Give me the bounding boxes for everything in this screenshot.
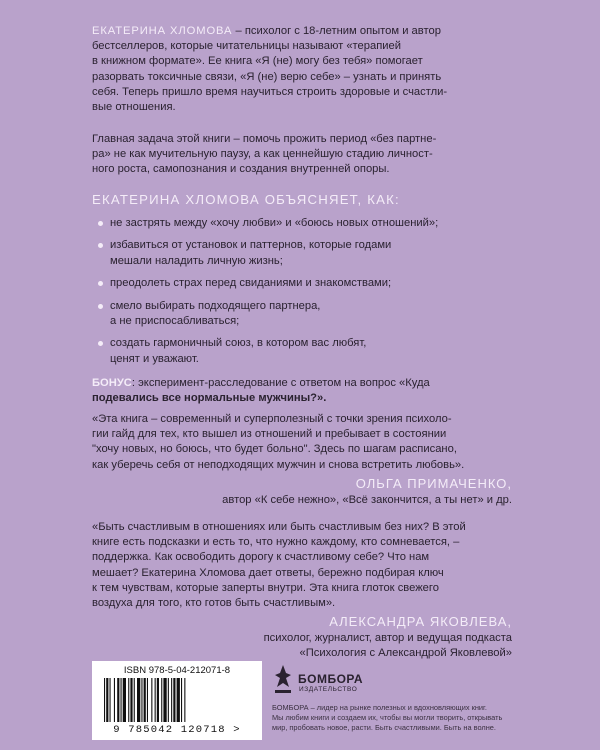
bullet-line: мешали наладить личную жизнь; — [110, 254, 283, 267]
barcode-bar — [130, 678, 132, 722]
barcode-bar — [171, 678, 172, 722]
barcode-bar — [155, 678, 156, 722]
review-quote — [92, 520, 502, 611]
quote-line: гии гайд для тех, кто вышел из отношений и пребывает в состоянии — [92, 428, 447, 441]
author-intro — [92, 24, 502, 115]
list-item — [98, 276, 508, 291]
barcode-bar — [114, 678, 115, 722]
publisher-line: БОМБОРА – лидер на рынке полезных и вдохновляющих книг. — [272, 703, 487, 712]
barcode-bar — [144, 678, 146, 722]
quote-line: как уберечь себя от неподходящих мужчин и снова встретить любовь». — [92, 458, 465, 471]
bullet-dot-icon — [98, 341, 103, 346]
review-author-credit: автор «К себе нежно», «Всё закончится, а ты нет» и др. — [222, 494, 512, 507]
barcode-bar — [117, 678, 119, 722]
barcode-bar — [184, 678, 185, 722]
barcode-bar — [151, 678, 152, 722]
barcode-bar — [163, 678, 166, 722]
bullet-line: смело выбирать подходящего партнера, — [110, 299, 321, 312]
review-author — [222, 476, 512, 508]
quote-line: «Быть счастливым в отношениях или быть счастливым без них? В этой — [92, 521, 466, 533]
barcode-bar — [141, 678, 142, 722]
bullet-line: преодолеть страх перед свиданиями и знакомствами; — [110, 277, 392, 290]
barcode-number: 9 785042 120718 > — [113, 724, 241, 736]
goal-line: ра» не как мучительную паузу, а как ценнейшую стадию личност- — [92, 148, 433, 161]
barcode-bar — [104, 678, 105, 722]
bullet-line: ценят и уважают. — [110, 352, 199, 365]
publisher-line: мир, пробовать новое, расти. Быть счастливыми. Быть на волне. — [272, 723, 496, 732]
review-author-credit: «Психология с Александрой Яковлевой» — [299, 647, 512, 660]
bullet-dot-icon — [98, 243, 103, 248]
barcode-bar — [181, 678, 182, 722]
publisher-description — [272, 703, 510, 733]
barcode-bar — [110, 678, 111, 722]
goal-line: Главная задача этой книги – помочь прожить период «без партне- — [92, 133, 437, 145]
book-goal — [92, 132, 502, 178]
publisher-brand: БОМБОРА — [298, 672, 364, 686]
bullet-list — [98, 216, 508, 374]
barcode-bars — [102, 678, 252, 724]
quote-line: книге есть подсказки и есть то, что нужно каждому, кто сомневается, – — [92, 536, 460, 549]
intro-line: вые отношения. — [92, 101, 176, 114]
intro-line: разорвать токсичные связи, «Я (не) верю себе» – узнать и принять — [92, 70, 442, 83]
list-item — [98, 216, 508, 231]
bullet-dot-icon — [98, 221, 103, 226]
intro-line: себя. Теперь пришло время научиться строить здоровые и счастли- — [92, 85, 448, 98]
barcode-bar — [168, 678, 169, 722]
barcode-bar — [106, 678, 108, 722]
barcode-bar — [147, 678, 148, 722]
barcode — [92, 661, 262, 740]
isbn-label: ISBN 978-5-04-212071-8 — [123, 665, 231, 676]
explains-heading: ЕКАТЕРИНА ХЛОМОВА ОБЪЯСНЯЕТ, КАК: — [92, 192, 400, 207]
list-item — [98, 299, 508, 330]
intro-line: – психолог с 18-летним опытом и автор — [232, 25, 441, 37]
intro-line: в книжном формате». Ее книга «Я (не) могу без тебя» помогает — [92, 55, 423, 68]
bullet-line: создать гармоничный союз, в котором вас любят, — [110, 337, 367, 350]
bullet-dot-icon — [98, 304, 103, 309]
barcode-bar — [157, 678, 159, 722]
intro-line: бестселлеров, которые читательницы называют «терапией — [92, 40, 401, 53]
bullet-line: не застрять между «хочу любви» и «боюсь новых отношений»; — [110, 217, 439, 229]
barcode-bar — [173, 678, 175, 722]
quote-line: мешает? Екатерина Хломова дает ответы, бережно подбирая ключ — [92, 566, 444, 579]
barcode-bar — [123, 678, 126, 722]
bullet-line: а не приспосабливаться; — [110, 315, 240, 328]
review-author-name: ОЛЬГА ПРИМАЧЕНКО, — [355, 476, 512, 491]
barcode-bar — [128, 678, 129, 722]
publisher-logo-icon — [272, 663, 294, 697]
publisher-line: Мы любим книги и создаем их, чтобы вы могли творить, открывать — [272, 713, 503, 722]
review-author-name: АЛЕКСАНДРА ЯКОВЛЕВА, — [329, 614, 512, 629]
quote-line: к тем чувствам, которые заперты внутри. Эта книга глоток свежего — [92, 581, 439, 594]
quote-line: поддержка. Как освободить дорогу к счастливому себе? Что нам — [92, 551, 430, 564]
list-item — [98, 336, 508, 367]
bonus-label: БОНУС — [92, 377, 132, 389]
barcode-bar — [121, 678, 122, 722]
review-author — [264, 614, 512, 662]
quote-line: «Эта книга – современный и суперполезный с точки зрения психоло- — [92, 413, 452, 425]
bonus-line: подевались все нормальные мужчины?». — [92, 392, 327, 405]
bullet-line: избавиться от установок и паттернов, которые годами — [110, 239, 392, 252]
quote-line: воздуха для того, кто готов быть счастливым». — [92, 597, 336, 610]
goal-line: ного роста, самопознания и создания внутренней опоры. — [92, 163, 390, 176]
barcode-bar — [137, 678, 140, 722]
review-quote — [92, 412, 502, 473]
publisher-brand-sub: ИЗДАТЕЛЬСТВО — [299, 686, 358, 693]
bonus-line: : эксперимент-расследование с ответом на вопрос «Куда — [131, 377, 430, 389]
barcode-bar — [161, 678, 162, 722]
barcode-bar — [134, 678, 135, 722]
author-name: ЕКАТЕРИНА ХЛОМОВА — [92, 25, 233, 37]
list-item — [98, 238, 508, 269]
review-author-credit: психолог, журналист, автор и ведущая подкаста — [263, 632, 512, 645]
quote-line: "хочу новых, но боюсь, что будет больно". Здесь по шагам расписано, — [92, 443, 457, 456]
barcode-bar — [177, 678, 180, 722]
bullet-dot-icon — [98, 281, 103, 286]
bonus-note — [92, 376, 502, 406]
